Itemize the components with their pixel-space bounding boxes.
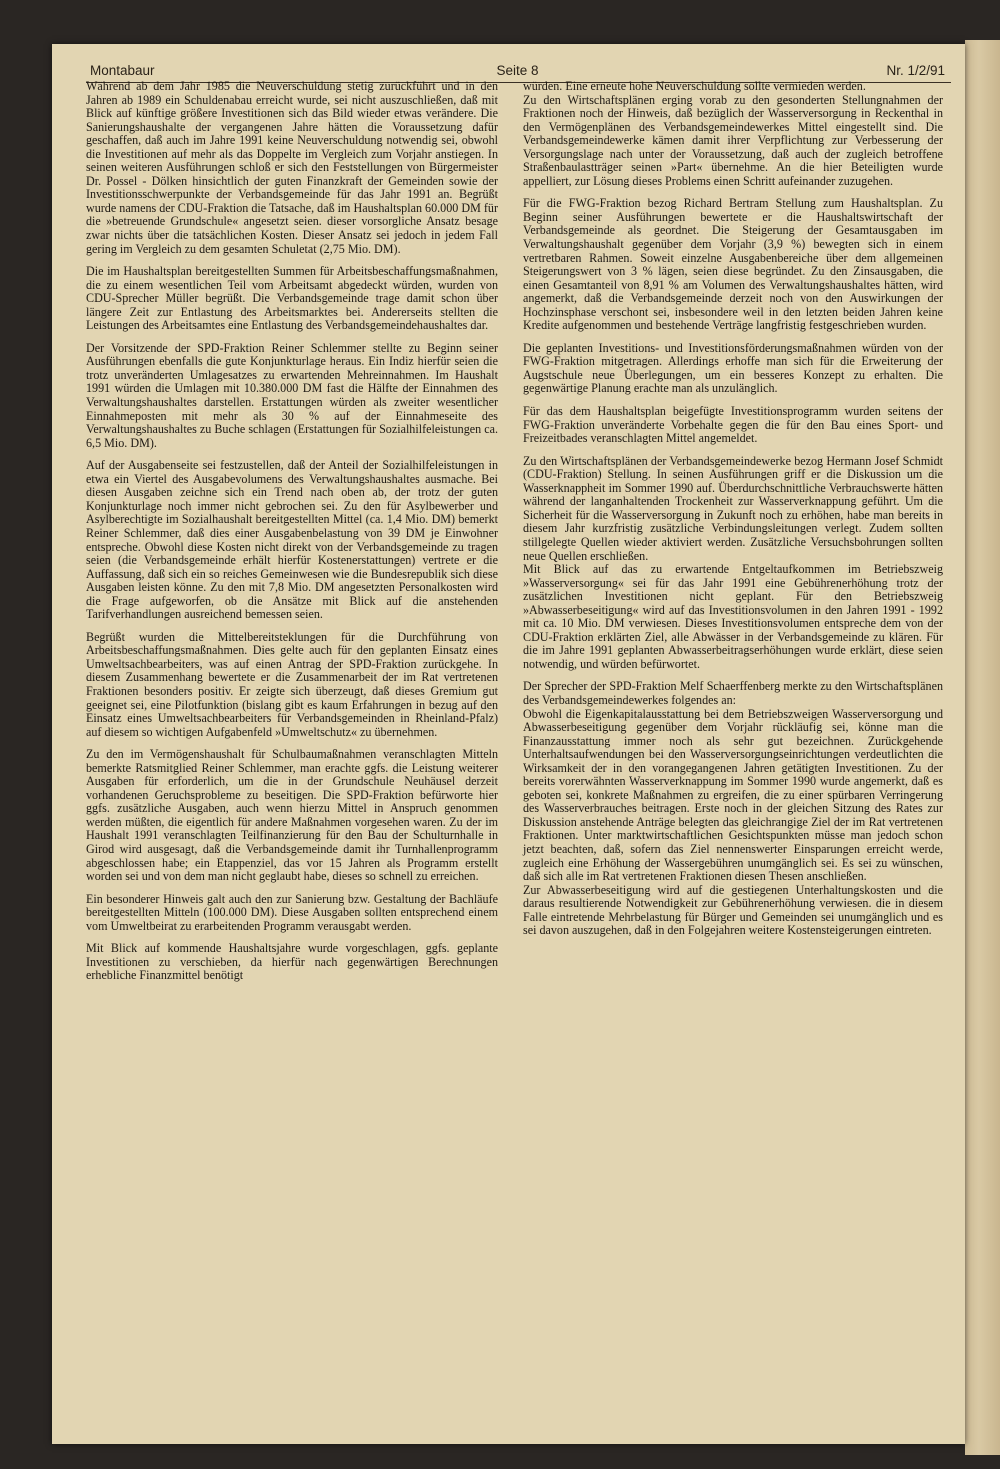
paragraph: Zu den im Vermögenshaushalt für Schulbaumaßnahmen veranschlagten Mitteln bemerkte Ratsmitglied Reiner Schlemmer, man erachte ggfs. die Leistung weiterer Ausgaben für erforderlich, um die in der Grundschule Neuhäusel derzeit vorhandenen Geruchsprobleme zu beseitigen. Die SPD-Fraktion befürworte hier ggfs. zusätzliche Ausgaben, auch wenn hierzu Mittel in Anspruch genommen werden müßten, die eigentlich für andere Maßnahmen vorgesehen waren. Zu der im Haushalt 1991 veranschlagten Teilfinanzierung für den Bau der Schulturnhalle in Girod wird ausgesagt, daß die Verbandsgemeinde damit ihr Turnhallenprogramm abgeschlossen habe; ein Etappenziel, das vor 15 Jahren als Programm erstellt worden sei und von dem man nicht geglaubt habe, dieses so schnell zu erreichen.: [86, 747, 498, 884]
header-page-number: Seite 8: [496, 63, 539, 78]
paragraph: Die im Haushaltsplan bereitgestellten Summen für Arbeitsbeschaffungsmaßnahmen, die zu einem wesentlichen Teil vom Arbeitsamt abgedeckt würden, wurden von CDU-Sprecher Müller begrüßt. Die Verbandsgemeinde trage damit schon über längere Zeit zur Entlastung des Arbeitsmarktes bei. Andererseits stellten die Leistungen des Arbeitsamtes eine Entlastung des Verbandsgemeindehaushaltes dar.: [86, 264, 498, 333]
paragraph: Obwohl die Eigenkapitalausstattung bei dem Betriebszweigen Wasserversorgung und Abwasserbeseitigung gegenüber dem Vorjahr rückläufig sei, könne man die Finanzausstattung immer noch als sehr gut bezeichnen. Zurückgehende Unterhaltsaufwendungen bei den Wasserversorgungseinrichtungen verdeutlichten die Wirksamkeit der in den vorangegangenen Jahren getätigten Investitionen. Zu der bereits vorerwähnten Wasserverknappung im Sommer 1990 wurde angemerkt, daß es geboten sei, konkrete Maßnahmen zu ergreifen, die zu einer spürbaren Verringerung des Wasserverbrauches beitragen. Erste noch in der gleichen Sitzung des Rates zur Diskussion anstehende Anträge belegten das gleichrangige Ziel der im Rat vertretenen Fraktionen. Unter marktwirtschaftlichen Gesichtspunkten müsse man jedoch schon jetzt beachten, daß, sofern das Ziel nennenswerter Einsparungen erreicht werde, zugleich eine Erhöhung der Wassergebühren unumgänglich sei. Es sei zu wünschen, daß sich alle im Rat vertretenen Fraktionen diesen Thesen anschließen.: [523, 706, 943, 884]
newspaper-page: [52, 44, 965, 1444]
paragraph: Während ab dem Jahr 1985 die Neuverschuldung stetig zurückführt und in den Jahren ab 1989 ein Schuldenabau erreicht wurde, sei nicht auszuschließen, daß mit Blick auf künftige größere Investitionen sich das Bild wieder etwas verändere. Die Sanierungshaushalte der vergangenen Jahre hätten die Voraussetzung dafür geschaffen, daß auch im Jahre 1991 keine Neuverschuldung notwendig sei, obwohl die Investitionen auf mehr als das Doppelte im Vergleich zum Vorjahr anstiegen. In seinen weiteren Ausführungen schloß er sich den Feststellungen von Bürgermeister Dr. Possel - Dölken hinsichtlich der guten Finanzkraft der Gemeinden sowie der Investitionsschwerpunkte der Verbandsgemeinde für das Jahr 1991 an. Begrüßt wurde namens der CDU-Fraktion die Tatsache, daß im Haushaltsplan 60.000 DM für die »betreuende Grundschule« angesetzt seien. dieser vorsorgliche Ansatz besage zwar nichts über die tatsächlichen Kosten. Dieser Ansatz sei jedoch in jedem Fall gering im Vergleich zu dem gesamten Schuletat (2,75 Mio. DM).: [86, 79, 498, 256]
paragraph: Auf der Ausgabenseite sei festzustellen, daß der Anteil der Sozialhilfeleistungen in etwa ein Viertel des Ausgabevolumens des Verwaltungshaushaltes ausmache. Bei diesen Ausgaben zeichne sich ein Trend nach oben ab, der trotz der guten Konjunkturlage noch immer nicht gebrochen sei. Zu den für Asylbewerber und Asylberechtigte im Sozialhaushalt bereitgestellten Mittel (ca. 1,4 Mio. DM) bemerkt Reiner Schlemmer, daß dies einer Ausgabenbelastung von 39 DM je Einwohner entspreche. Obwohl diese Kosten nicht direkt von der Verbandsgemeinde zu tragen seien (die Verbandsgemeinde erhält hierfür Kostenerstattungen) vertrete er die Auffassung, daß sich ein so reiches Gemeinwesen wie die Bundesrepublik sich diese Ausgaben leisten könne. Zu den mit 7,8 Mio. DM angesetzten Personalkosten wird die Frage aufgeworfen, ob die Ansätze mit Blick auf die anstehenden Tarifverhandlungen ausreichend bemessen seien.: [86, 458, 498, 622]
paragraph: Mit Blick auf kommende Haushaltsjahre wurde vorgeschlagen, ggfs. geplante Investitionen zu verschieben, da hierfür nach gegenwärtigen Berechnungen erhebliche Finanzmittel benötigt: [86, 941, 498, 983]
paragraph: Die geplanten Investitions- und Investitionsförderungsmaßnahmen würden von der FWG-Fraktion mitgetragen. Allerdings erhoffe man sich für die Erweiterung der Augstschule neue Überlegungen, um ein besseres Konzept zu erhalten. Die gegenwärtige Planung erachte man als unzulänglich.: [523, 340, 943, 396]
paragraph: Begrüßt wurden die Mittelbereitsteklungen für die Durchführung von Arbeitsbeschaffungsmaßnahmen. Dies gelte auch für den geplanten Einsatz eines Umweltsachbearbeiters, was auf einen Antrag der SPD-Fraktion zurückgehe. In diesem Zusammenhang bewertete er die Zusammenarbeit der im Rat vertretenen Fraktionen besonders positiv. Er zeigte sich überzeugt, daß dieses Gremium gut geeignet sei, eine Pilotfunktion (bislang gibt es kaum Erfahrungen in bezug auf den Einsatz eines Umweltsachbearbeiters für Verbandsgemeinden in Rheinland-Pfalz) auf diesem so wichtigen Aufgabenfeld »Umweltschutz« zu übernehmen.: [86, 629, 498, 739]
paragraph: Zu den Wirtschaftsplänen erging vorab zu den gesonderten Stellungnahmen der Fraktionen noch der Hinweis, daß bezüglich der Wasserversorgung in Reckenthal in den Vermögenplänen des Verbandsgemeindewerkes Mittel eingestellt sind. Die Verbandsgemeindewerke kämen damit ihrer Verpflichtung zur Verbesserung der Versorgungslage nach unter der Voraussetzung, daß auch der zugleich betroffene Straßenbaulastträger seinen »Part« übernehme. An die hier Beteiligten wurde appelliert, zur Lösung dieses Problems einen Schritt aufeinander zuzugehen.: [523, 92, 943, 188]
paragraph: Der Vorsitzende der SPD-Fraktion Reiner Schlemmer stellte zu Beginn seiner Ausführungen ebenfalls die gute Konjunkturlage heraus. Ein Indiz hierfür seien die trotz unveränderten Umlagesatzes zu erwartenden Mehreinnahmen. Im Haushalt 1991 würden die Umlagen mit 10.380.000 DM fast die Hälfte der Einnahmen des Verwaltungshaushaltes darstellen. Erstattungen würden als zweiter wesentlicher Einnahmeposten mit mehr als 30 % auf der Einnahmeseite des Verwaltungshaushaltes zu Buche schlagen (Erstattungen für Sozialhilfeleistungen ca. 6,5 Mio. DM).: [86, 340, 498, 450]
paragraph: Ein besonderer Hinweis galt auch den zur Sanierung bzw. Gestaltung der Bachläufe bereitgestellten Mitteln (100.000 DM). Diese Ausgaben sollten entsprechend einem vom Umweltbeirat zu erarbeitenden Programm verausgabt werden.: [86, 891, 498, 933]
header-place: Montabaur: [90, 63, 155, 78]
paragraph: Mit Blick auf das zu erwartende Entgeltaufkommen im Betriebszweig »Wasserversorgung« sei für das Jahr 1991 eine Gebührenerhöhung trotz der zusätzlichen Investitionen nicht geplant. Für den Betriebszweig »Abwasserbeseitigung« wird auf das Investitionsvolumen in den Jahren 1991 - 1992 mit ca. 10 Mio. DM verwiesen. Dieses Investitionsvolumen entspreche dem von der CDU-Fraktion erklärten Ziel, alle Abwässer in der Verbandsgemeinde zu klären. Für die im Jahre 1991 geplanten Abwasserbeitragserhöhungen wurde erklärt, diese seien notwendig, und würden befürwortet.: [523, 562, 943, 671]
left-column: [86, 80, 498, 992]
paragraph: Für die FWG-Fraktion bezog Richard Bertram Stellung zum Haushaltsplan. Zu Beginn seiner Ausführungen bewertete er die Haushaltswirtschaft der Verbandsgemeinde als geordnet. Die Steigerung der Gesamtausgaben im Verwaltungshaushalt gegenüber dem Vorjahr (3,9 %) bewegten sich in einem vertretbaren Rahmen. Soweit einzelne Ausgabenbereiche über dem allgemeinen Steigerungswert von 3 % lägen, seien diese begründet. Zu den Zinsausgaben, die einen Gesamtanteil von 8,91 % am Volumen des Verwaltungshaushaltes hätten, wird angemerkt, daß die Verbandsgemeinde derzeit noch von den Auswirkungen der Hochzinsphase verschont sei, insbesondere weil in den letzten beiden Jahren keine Kredite aufgenommen und bestehende Verträge langfristig festgeschrieben wurden.: [523, 196, 943, 333]
right-column: [523, 80, 943, 947]
header-issue-number: Nr. 1/2/91: [886, 63, 945, 78]
paragraph: Zur Abwasserbeseitigung wird auf die gestiegenen Unterhaltungskosten und die daraus resultierende Notwendigkeit zur Gebührenerhöhung verwiesen. die in diesem Falle eintretende Mehrbelastung für Bürger und Gemeinden sei unumgänglich und es sei davon auszugehen, daß in den Folgejahren weitere Kostensteigerungen eintreten.: [523, 882, 943, 938]
paragraph: Der Sprecher der SPD-Fraktion Melf Schaerffenberg merkte zu den Wirtschaftsplänen des Verbandsgemeindewerkes folgendes an:: [523, 679, 943, 707]
paragraph: Für das dem Haushaltsplan beigefügte Investitionsprogramm wurden seitens der FWG-Fraktion unveränderte Vorbehalte gegen die für den Bau eines Sport- und Freizeitbades veranschlagten Mittel angemeldet.: [523, 404, 943, 446]
paragraph: Zu den Wirtschaftsplänen der Verbandsgemeindewerke bezog Hermann Josef Schmidt (CDU-Fraktion) Stellung. In seinen Ausführungen griff er die Diskussion um die Wasserknappheit im Sommer 1990 auf. Überdurchschnittliche Verbrauchswerte hätten während der langanhaltenden Trockenheit zur Wasserverknappung geführt. Um die Sicherheit für die Wasserversorgung in Zukunft noch zu erhöhen, habe man bereits in diesem Jahr kurzfristig zusätzliche Verbindungsleitungen verlegt. Zudem sollten stillgelegte Quellen wieder aktiviert werden. Zusätzliche Versuchsbohrungen sollten neue Quellen erschließen.: [523, 453, 943, 563]
page-edge: [965, 40, 1000, 1455]
paragraph: würden. Eine erneute hohe Neuverschuldung sollte vermieden werden.: [523, 79, 866, 93]
